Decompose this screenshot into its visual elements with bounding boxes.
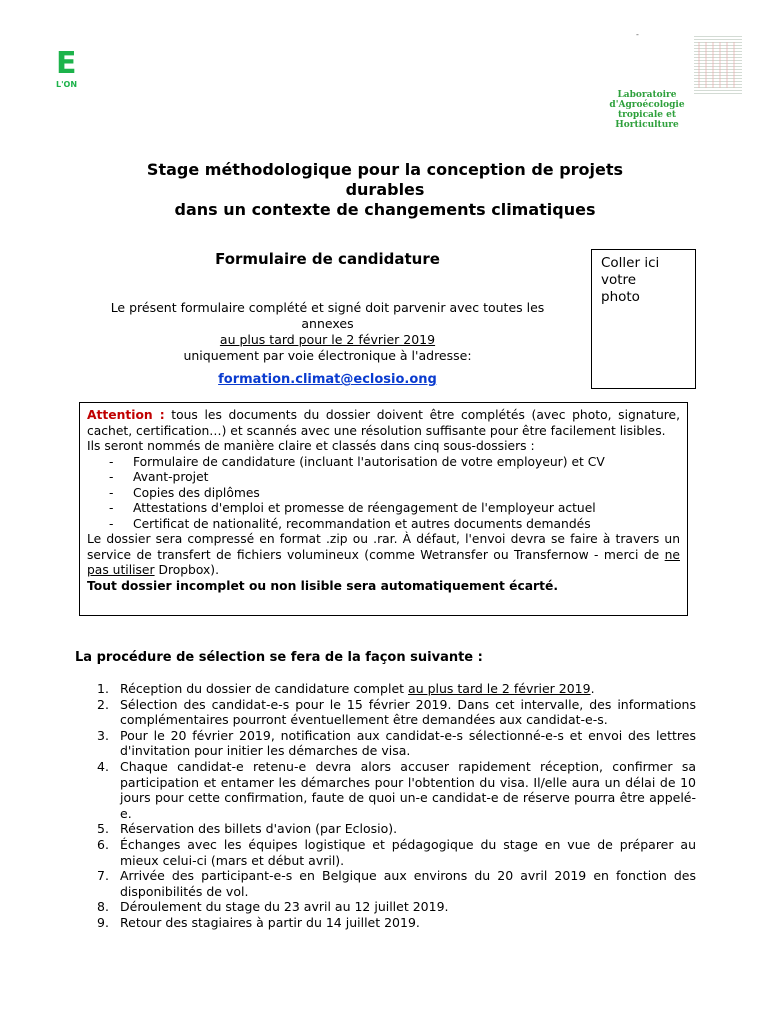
list-item: - Avant-projet (109, 470, 680, 486)
lab-logo-mark: - (636, 30, 639, 39)
title-line: Stage méthodologique pour la conception de projets (146, 160, 624, 179)
compression-text: Le dossier sera compressé en format .zip ou .rar. À défaut, l'envoi devra se faire à travers un service de transfert de fichiers volumineux (comme Wetransfer ou Transfernow - merci de (87, 532, 680, 562)
lab-name-line: tropicale et (617, 110, 677, 120)
step-text: Pour le 20 février 2019, notification aux candidat-e-s sélectionné-e-s et envoi des lettres d'invitation pour initier les démarches de visa. (120, 727, 696, 759)
subfolder-list (87, 455, 680, 533)
step-text: Déroulement du stage du 23 avril au 12 juillet 2019. (120, 899, 449, 915)
attention-box (79, 402, 688, 616)
lab-name-line: Horticulture (615, 120, 679, 130)
deadline-text: au plus tard pour le 2 février 2019 (219, 332, 436, 347)
list-item: - Attestations d'emploi et promesse de réengagement de l'employeur actuel (109, 501, 680, 517)
document-title (60, 160, 710, 220)
submission-instructions (75, 300, 580, 388)
intro-line: uniquement par voie électronique à l'adresse: (183, 348, 472, 363)
contact-email-link[interactable]: formation.climat@eclosio.ong (218, 372, 437, 387)
step-text: Réception du dossier de candidature complet (120, 681, 409, 696)
list-item (92, 837, 696, 868)
list-item (92, 915, 696, 931)
form-title: Formulaire de candidature (215, 250, 440, 268)
attention-text: Ils seront nommés de manière claire et classés dans cinq sous-dossiers : (87, 439, 535, 453)
dropbox-warning: ne pas utiliser (87, 547, 680, 577)
incomplete-warning: Tout dossier incomplet ou non lisible sera automatiquement écarté. (87, 578, 558, 593)
list-item (92, 728, 696, 759)
intro-line: annexes (301, 316, 354, 331)
lab-name-line: Laboratoire (617, 90, 677, 100)
list-item (92, 697, 696, 728)
list-item: - Copies des diplômes (109, 486, 680, 502)
step-text: Retour des stagiaires à partir du 14 juillet 2019. (120, 914, 420, 930)
logo-subtext: L'ON (56, 80, 78, 89)
photo-box-line: Coller ici (601, 255, 660, 271)
attention-text: tous les documents du dossier doivent être complétés (avec photo, signature, cachet, certification…) et scannés avec une résolution suffisante pour être facilement lisibles. (87, 408, 680, 438)
attention-label: Attention : (87, 408, 165, 422)
list-item: - Formulaire de candidature (incluant l'autorisation de votre employeur) et CV (109, 455, 680, 471)
step-text: Réservation des billets d'avion (par Eclosio). (120, 821, 398, 837)
list-item (92, 759, 696, 821)
photo-placeholder-box (591, 249, 696, 389)
list-item (92, 681, 696, 697)
selection-steps (92, 681, 696, 931)
step-number: 9. (97, 914, 109, 930)
logo-letter: E (56, 46, 77, 81)
lab-logo-image (694, 36, 742, 94)
step-number: 5. (97, 821, 109, 837)
intro-line: Le présent formulaire complété et signé doit parvenir avec toutes les (110, 300, 545, 315)
eclosio-logo (56, 46, 78, 89)
step-number: 3. (97, 727, 109, 743)
step-text: Arrivée des participant-e-s en Belgique aux environs du 20 avril 2019 en fonction des disponibilités de vol. (120, 868, 696, 899)
list-item (92, 868, 696, 899)
lab-name-line: d'Agroécologie (609, 100, 685, 110)
photo-box-line: photo (601, 289, 640, 305)
step-deadline: au plus tard le 2 février 2019 (408, 681, 591, 696)
step-text: Chaque candidat-e retenu-e devra alors accuser rapidement réception, confirmer sa participation et entamer les démarches pour l'obtention du visa. Il/elle aura un délai de 10 jours pour cette confirmation, faute de quoi un-e candidat-e de réserve pourra être appelé-e. (120, 758, 696, 821)
step-number: 7. (97, 868, 109, 884)
compression-text-end: Dropbox). (154, 563, 219, 577)
attention-paragraph (87, 408, 680, 439)
list-item (92, 899, 696, 915)
step-number: 6. (97, 836, 109, 852)
step-text: Échanges avec les équipes logistique et pédagogique du stage en vue de préparer au mieux celui-ci (mars et début avril). (120, 836, 696, 868)
step-number: 4. (97, 758, 109, 774)
step-text: Sélection des candidat-e-s pour le 15 février 2019. Dans cet intervalle, des informations complémentaires pourront éventuellement être demandées aux candidat-e-s. (120, 696, 696, 728)
list-item (92, 821, 696, 837)
list-item: - Certificat de nationalité, recommandation et autres documents demandés (109, 517, 680, 533)
step-number: 8. (97, 899, 109, 915)
step-number: 2. (97, 696, 109, 712)
title-line: dans un contexte de changements climatiques (174, 200, 596, 219)
photo-box-line: votre (601, 272, 637, 288)
procedure-title: La procédure de sélection se fera de la façon suivante : (75, 650, 483, 665)
lab-name (604, 90, 690, 130)
step-number: 1. (97, 681, 109, 696)
step-text-end: . (590, 681, 595, 696)
title-line: durables (345, 180, 425, 199)
compression-note (87, 532, 680, 579)
